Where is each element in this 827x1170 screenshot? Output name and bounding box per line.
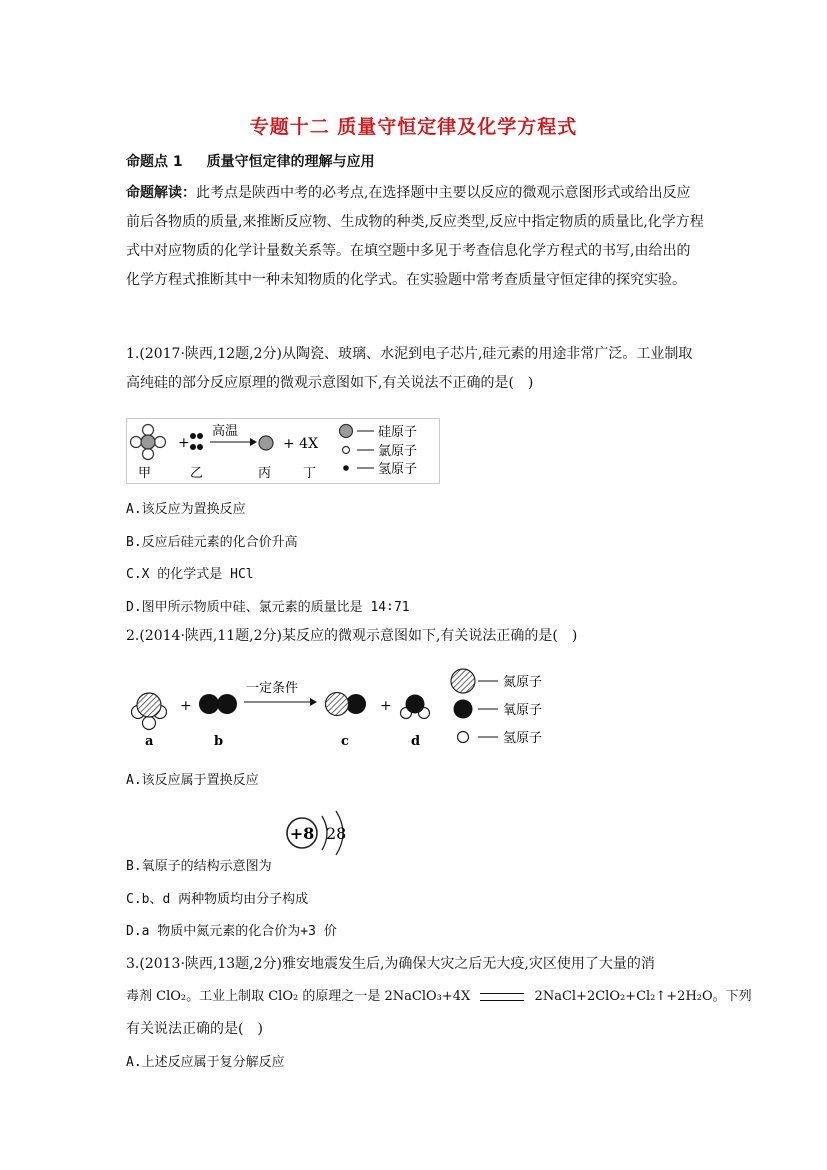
q2-condition: 一定条件 (246, 681, 299, 696)
q1-option-a: A.该反应为置换反应 (126, 502, 246, 517)
legend-nitrogen-label: 氮原子 (503, 675, 543, 690)
q2-molecule-a (132, 693, 167, 730)
q1-label-jia: 甲 (138, 466, 152, 481)
q1-label-bing: 丙 (258, 466, 272, 481)
q2-option-b: B.氧原子的结构示意图为 (126, 859, 272, 874)
q2-option-d: D.a 物质中氮元素的化合价为+3 价 (126, 924, 337, 939)
section-heading (126, 151, 375, 171)
legend-oxygen-label: 氧原子 (503, 703, 543, 718)
q1-molecule-bing (259, 436, 273, 450)
legend-chlorine-label: 氯原子 (378, 444, 418, 459)
legend-oxygen-icon (454, 700, 473, 719)
q2-legend (451, 669, 542, 746)
q2-molecule-c (326, 693, 367, 716)
q3-line-2-a: 毒剂 ClO₂。工业上制取 ClO₂ 的原理之一是 2NaClO₃+4X (126, 989, 471, 1004)
q2-label-d: d (411, 734, 421, 749)
q2-label-b: b (214, 734, 224, 749)
q1-product-label: + 4X (283, 436, 319, 452)
legend-hydrogen-icon (343, 465, 349, 471)
q1-label-yi: 乙 (190, 466, 204, 481)
q2-molecule-d (401, 695, 430, 719)
q1-plus-1: + (178, 435, 190, 451)
q1-condition: 高温 (212, 424, 239, 439)
q2-stem: 2.(2014·陕西,11题,2分)某反应的微观示意图如下,有关说法正确的是( ) (126, 628, 578, 644)
q2-molecule-b (199, 694, 237, 714)
legend-hydrogen-label: 氢原子 (378, 462, 418, 477)
q1-option-c: C.X 的化学式是 HCl (126, 567, 254, 582)
q1-option-b: B.反应后硅元素的化合价升高 (126, 535, 298, 550)
q1-stem: 1.(2017·陕西,12题,2分)从陶瓷、玻璃、水泥到电子芯片,硅元素的用途非常广泛。工业制取高纯硅的部分反应原理的微观示意图如下,有关说法不正确的是( ) (126, 346, 693, 391)
legend-hydrogen2-label: 氢原子 (503, 731, 543, 746)
page-title: 专题十二 质量守恒定律及化学方程式 (249, 116, 578, 138)
legend-nitrogen-icon (451, 669, 475, 693)
intro-text: 此考点是陕西中考的必考点,在选择题中主要以反应的微观示意图形式或给出反应前后各物质的质量,来推断反应物、生成物的种类,反应类型,反应中指定物质的质量比,化学方程式中对应物质的化学计量数关系等。在填空题中多见于考查信息化学方程式的书写,由给出的化学方程式推断其中一种未知物质的化学式。在实验题中常考查质量守恒定律的探究实验。 (126, 185, 704, 288)
legend-chlorine-icon (343, 447, 350, 454)
q2-diagram (126, 664, 556, 754)
q2-arrow-head (310, 698, 317, 706)
q3-line-2-b: 2NaCl+2ClO₂+Cl₂↑+2H₂O。下列 (534, 989, 752, 1004)
section-number: 命题点 1 (126, 154, 183, 170)
legend-silicon-label: 硅原子 (378, 425, 418, 440)
atom-shells: 28 (326, 824, 347, 843)
q1-diagram (126, 418, 440, 484)
q3-line-2 (126, 985, 752, 1004)
q3-line-3: 有关说法正确的是( ) (126, 1021, 263, 1037)
q1-option-d: D.图甲所示物质中硅、氯元素的质量比是 14∶71 (126, 600, 410, 615)
equation-equals-sign (480, 993, 524, 1001)
intro-paragraph (126, 179, 704, 295)
q2-plus-2: + (380, 698, 392, 714)
legend-silicon-icon (340, 425, 353, 438)
legend-hydrogen2-icon (458, 732, 469, 743)
q1-label-ding: 丁 (303, 466, 317, 481)
atom-nucleus-charge: +8 (289, 824, 315, 843)
intro-label: 命题解读： (126, 185, 196, 201)
q3-option-a: A.上述反应属于复分解反应 (126, 1055, 285, 1070)
q3-line-1: 3.(2013·陕西,13题,2分)雅安地震发生后,为确保大灾之后无大疫,灾区使用了大量的消 (126, 956, 655, 972)
q2-option-a: A.该反应属于置换反应 (126, 773, 259, 788)
oxygen-atom-structure (280, 806, 360, 866)
q2-label-a: a (145, 734, 154, 749)
q2-label-c: c (341, 734, 349, 749)
q2-option-c: C.b、d 两种物质均由分子构成 (126, 892, 309, 907)
section-name: 质量守恒定律的理解与应用 (206, 154, 375, 170)
q2-plus-1: + (180, 698, 192, 714)
